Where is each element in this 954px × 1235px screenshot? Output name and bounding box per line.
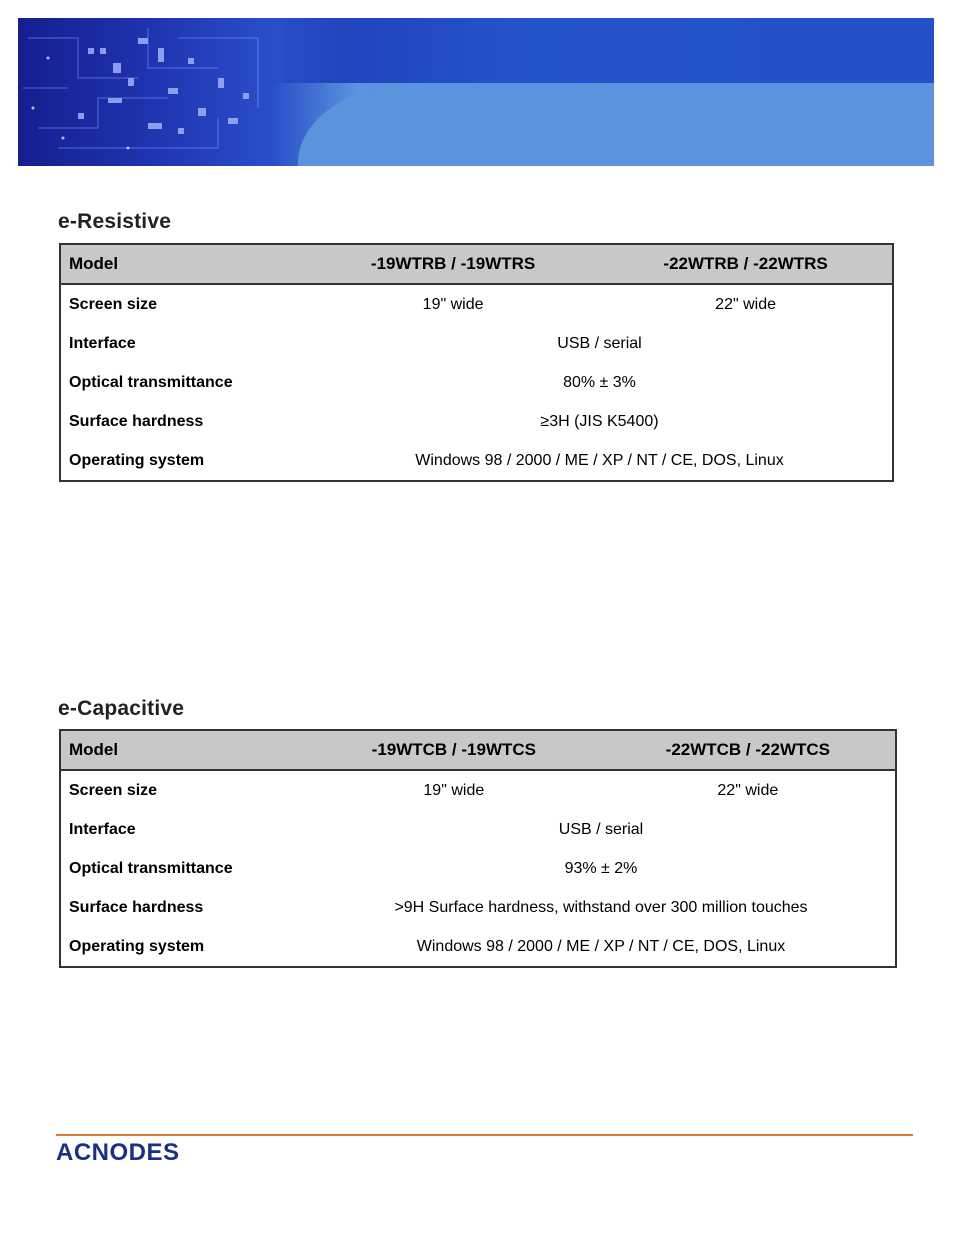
cell-value: USB / serial: [557, 334, 642, 352]
row-label: Surface hardness: [69, 898, 204, 916]
cell-value: 93% ± 2%: [564, 859, 638, 877]
row-label: Optical transmittance: [69, 859, 233, 877]
capacitive-title: e-Capacitive: [58, 697, 185, 720]
acnodes-logo: [56, 1138, 212, 1164]
table-row: [60, 849, 896, 888]
row-label: Optical transmittance: [69, 373, 233, 391]
table-row: [60, 888, 896, 927]
row-label: Interface: [69, 334, 136, 352]
model-col1-header: -19WTRB / -19WTRS: [307, 244, 599, 284]
cell-value: >9H Surface hardness, withstand over 300 million touches: [394, 898, 808, 916]
resistive-spec-table: [59, 243, 894, 482]
cell-value: Windows 98 / 2000 / ME / XP / NT / CE, DOS, Linux: [416, 937, 786, 955]
cell-value: 80% ± 3%: [563, 373, 636, 391]
cell-value: Windows 98 / 2000 / ME / XP / NT / CE, DOS, Linux: [415, 451, 784, 469]
row-label: Screen size: [69, 295, 158, 313]
table-row: [60, 770, 896, 810]
model-col2-header: -22WTRB / -22WTRS: [599, 244, 893, 284]
table-row: [60, 810, 896, 849]
table-row: [60, 363, 893, 402]
row-label: Operating system: [69, 937, 205, 955]
cell-value: 22" wide: [717, 781, 779, 799]
row-label: Operating system: [69, 451, 205, 469]
model-col1-header: -19WTCB / -19WTCS: [307, 730, 601, 770]
header-banner: [18, 18, 934, 166]
cell-value: 22" wide: [715, 295, 776, 313]
table-row: [60, 402, 893, 441]
cell-value: ≥3H (JIS K5400): [540, 412, 659, 430]
cell-value: 19" wide: [422, 295, 484, 313]
table-row: [60, 441, 893, 481]
capacitive-spec-table: [59, 729, 897, 968]
footer-divider: [56, 1134, 913, 1136]
model-col2-header: -22WTCB / -22WTCS: [601, 730, 896, 770]
table-row: [60, 284, 893, 324]
table-row: [60, 324, 893, 363]
model-header: Model: [60, 730, 307, 770]
row-label: Interface: [69, 820, 136, 838]
cell-value: USB / serial: [558, 820, 644, 838]
table-header-row: [60, 730, 896, 770]
row-label: Surface hardness: [69, 412, 204, 430]
cell-value: 19" wide: [423, 781, 485, 799]
svg-text:ACNODES: ACNODES: [56, 1139, 180, 1164]
model-header: Model: [60, 244, 307, 284]
resistive-title: e-Resistive: [58, 210, 172, 233]
table-row: [60, 927, 896, 967]
table-header-row: [60, 244, 893, 284]
row-label: Screen size: [69, 781, 158, 799]
